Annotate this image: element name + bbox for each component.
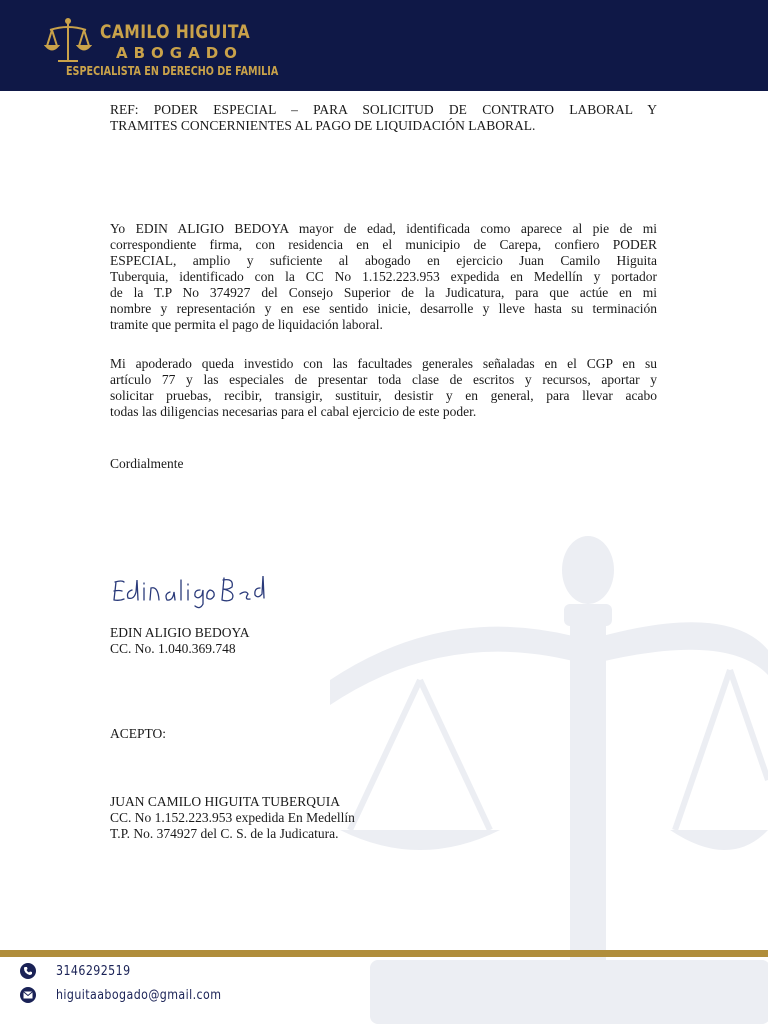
paragraph-line: de la T.P No 374927 del Consejo Superior de la Judicatura, para que actúe en mi [110,285,657,300]
brand-tagline: ESPECIALISTA EN DERECHO DE FAMILIA [66,64,279,78]
lawyer-block [110,794,657,842]
scales-of-justice-icon [44,16,92,66]
email-icon [20,987,36,1003]
letterhead-header [0,0,768,91]
reference-line-2: TRAMITES CONCERNIENTES AL PAGO DE LIQUIDACIÓN LABORAL. [110,118,536,133]
paragraph-line: todas las diligencias necesarias para el cabal ejercicio de este poder. [110,404,477,419]
paragraph-line: artículo 77 y las especiales de presentar toda clase de escritos y recursos, aportar y [110,372,657,387]
faculties-paragraph [110,356,657,420]
handwritten-signature [110,570,270,610]
paragraph-line: correspondiente firma, con residencia en el municipio de Carepa, confiero PODER [110,237,657,252]
reference-line-1: REF: PODER ESPECIAL – PARA SOLICITUD DE CONTRATO LABORAL Y [110,102,657,117]
lawyer-tp: T.P. No. 374927 del C. S. de la Judicatura. [110,826,339,841]
phone-icon [20,963,36,979]
paragraph-line: ESPECIAL, amplio y suficiente al abogado en ejercicio Juan Camilo Higuita [110,253,657,268]
accept-label: ACEPTO: [110,726,167,741]
lawyer-id: CC. No 1.152.223.953 expedida En Medellín [110,810,355,825]
paragraph-line: nombre y representación y en ese sentido inicie, desarrolle y lleve hasta su terminación [110,301,657,316]
signer-id: CC. No. 1.040.369.748 [110,641,236,656]
brand-name: CAMILO HIGUITA [100,21,251,43]
email-contact [20,987,251,1003]
phone-number: 3146292519 [56,963,131,979]
phone-contact [20,963,144,979]
email-address[interactable]: higuitaabogado@gmail.com [56,987,222,1003]
paragraph-line: solicitar pruebas, recibir, transigir, sustituir, desistir y en general, para llevar acabo [110,388,657,403]
power-grant-paragraph [110,221,657,333]
brand-role: ABOGADO [116,44,243,62]
signer-block [110,625,657,657]
footer-divider [0,950,768,957]
paragraph-line: tramite que permita el pago de liquidación laboral. [110,317,383,332]
lawyer-name: JUAN CAMILO HIGUITA TUBERQUIA [110,794,341,809]
paragraph-line: Tuberquia, identificado con la CC No 1.152.223.953 expedida en Medellín y portador [110,269,657,284]
paragraph-line: Mi apoderado queda investido con las facultades generales señaladas en el CGP en su [110,356,657,371]
paragraph-line: Yo EDIN ALIGIO BEDOYA mayor de edad, identificada como aparece al pie de mi [110,221,657,236]
closing: Cordialmente [110,456,184,471]
reference-line [110,102,657,134]
signer-name: EDIN ALIGIO BEDOYA [110,625,250,640]
